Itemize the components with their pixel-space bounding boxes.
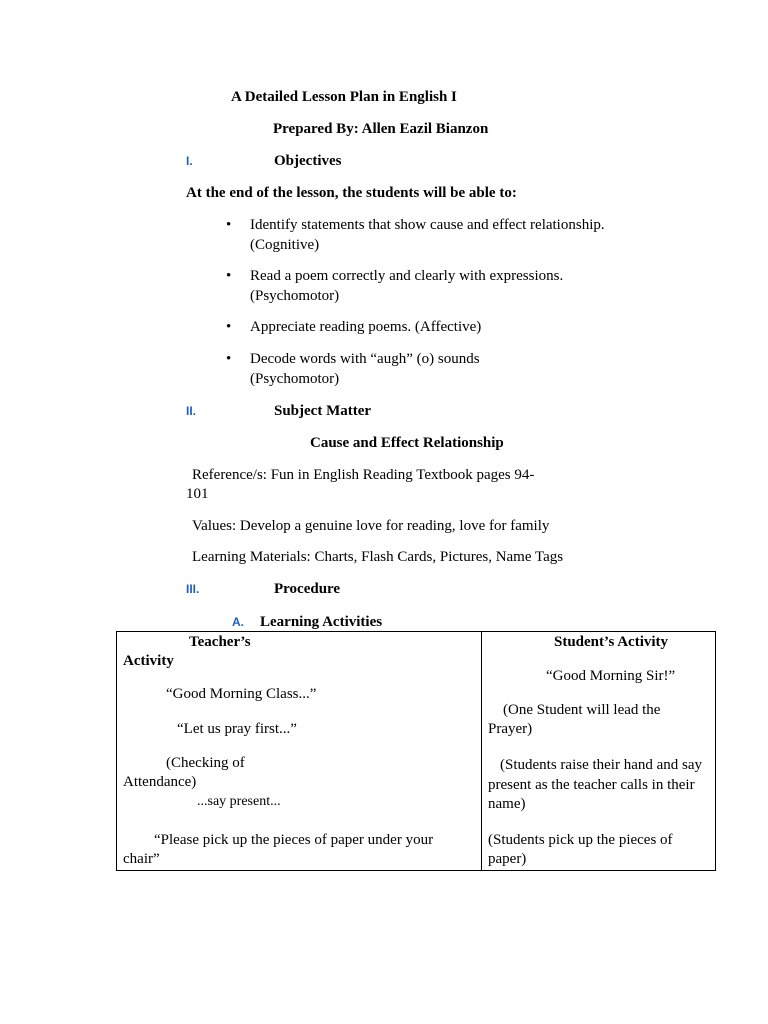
objective-line: (Psychomotor) [250, 371, 340, 387]
teacher-header-continued: Activity [123, 653, 174, 669]
objective-line: Decode words with “augh” (o) sounds [250, 351, 480, 367]
section-numeral-procedure: III. [186, 582, 200, 596]
table-row [117, 632, 716, 871]
learning-activities-table [116, 631, 716, 871]
document-title: A Detailed Lesson Plan in English I [231, 89, 457, 105]
reference-line: Reference/s: Fun in English Reading Textbook pages 94- [192, 467, 535, 483]
teacher-line: chair” [123, 851, 160, 867]
section-numeral-objectives: I. [186, 154, 193, 168]
materials-line: Learning Materials: Charts, Flash Cards, Pictures, Name Tags [192, 549, 564, 565]
student-line: name) [488, 796, 526, 812]
student-line: (Students raise their hand and say [500, 757, 703, 773]
objective-line: Appreciate reading poems. (Affective) [250, 319, 482, 335]
teacher-line: “Good Morning Class...” [166, 686, 317, 702]
student-line: paper) [488, 851, 527, 867]
student-line: “Good Morning Sir!” [546, 668, 676, 684]
values-line: Values: Develop a genuine love for reading, love for family [192, 518, 550, 534]
teacher-line: (Checking of [166, 755, 245, 771]
objective-line: Identify statements that show cause and effect relationship. [250, 217, 605, 233]
teacher-line: “Let us pray first...” [177, 721, 297, 737]
bullet-icon: • [226, 319, 232, 335]
teacher-line: ...say present... [197, 794, 281, 809]
student-activity-cell [482, 632, 716, 871]
bullet-icon: • [226, 217, 232, 233]
student-line: Prayer) [488, 721, 533, 737]
student-line: (One Student will lead the [503, 702, 661, 718]
objective-line: Read a poem correctly and clearly with expressions. [250, 268, 564, 284]
teacher-line: “Please pick up the pieces of paper under your [154, 832, 434, 848]
objectives-intro: At the end of the lesson, the students will be able to: [186, 185, 517, 201]
reference-line-continued: 101 [186, 486, 209, 502]
section-heading-subject-matter: Subject Matter [274, 403, 372, 419]
student-line: present as the teacher calls in their [488, 777, 695, 793]
bullet-icon: • [226, 351, 232, 367]
bullet-icon: • [226, 268, 232, 284]
student-header: Student’s Activity [554, 634, 669, 650]
subsection-letter-a: A. [232, 615, 244, 629]
student-line: (Students pick up the pieces of [488, 832, 673, 848]
objective-line: (Cognitive) [250, 237, 320, 253]
teacher-header: Teacher’s [189, 634, 251, 650]
subsection-heading-learning-activities: Learning Activities [260, 614, 383, 630]
section-heading-objectives: Objectives [274, 153, 342, 169]
teacher-activity-cell [117, 632, 482, 871]
prepared-by: Prepared By: Allen Eazil Bianzon [273, 121, 489, 137]
section-heading-procedure: Procedure [274, 581, 341, 597]
objective-line: (Psychomotor) [250, 288, 340, 304]
teacher-line: Attendance) [123, 774, 197, 790]
section-numeral-subject-matter: II. [186, 404, 197, 418]
subject-title: Cause and Effect Relationship [310, 435, 504, 451]
